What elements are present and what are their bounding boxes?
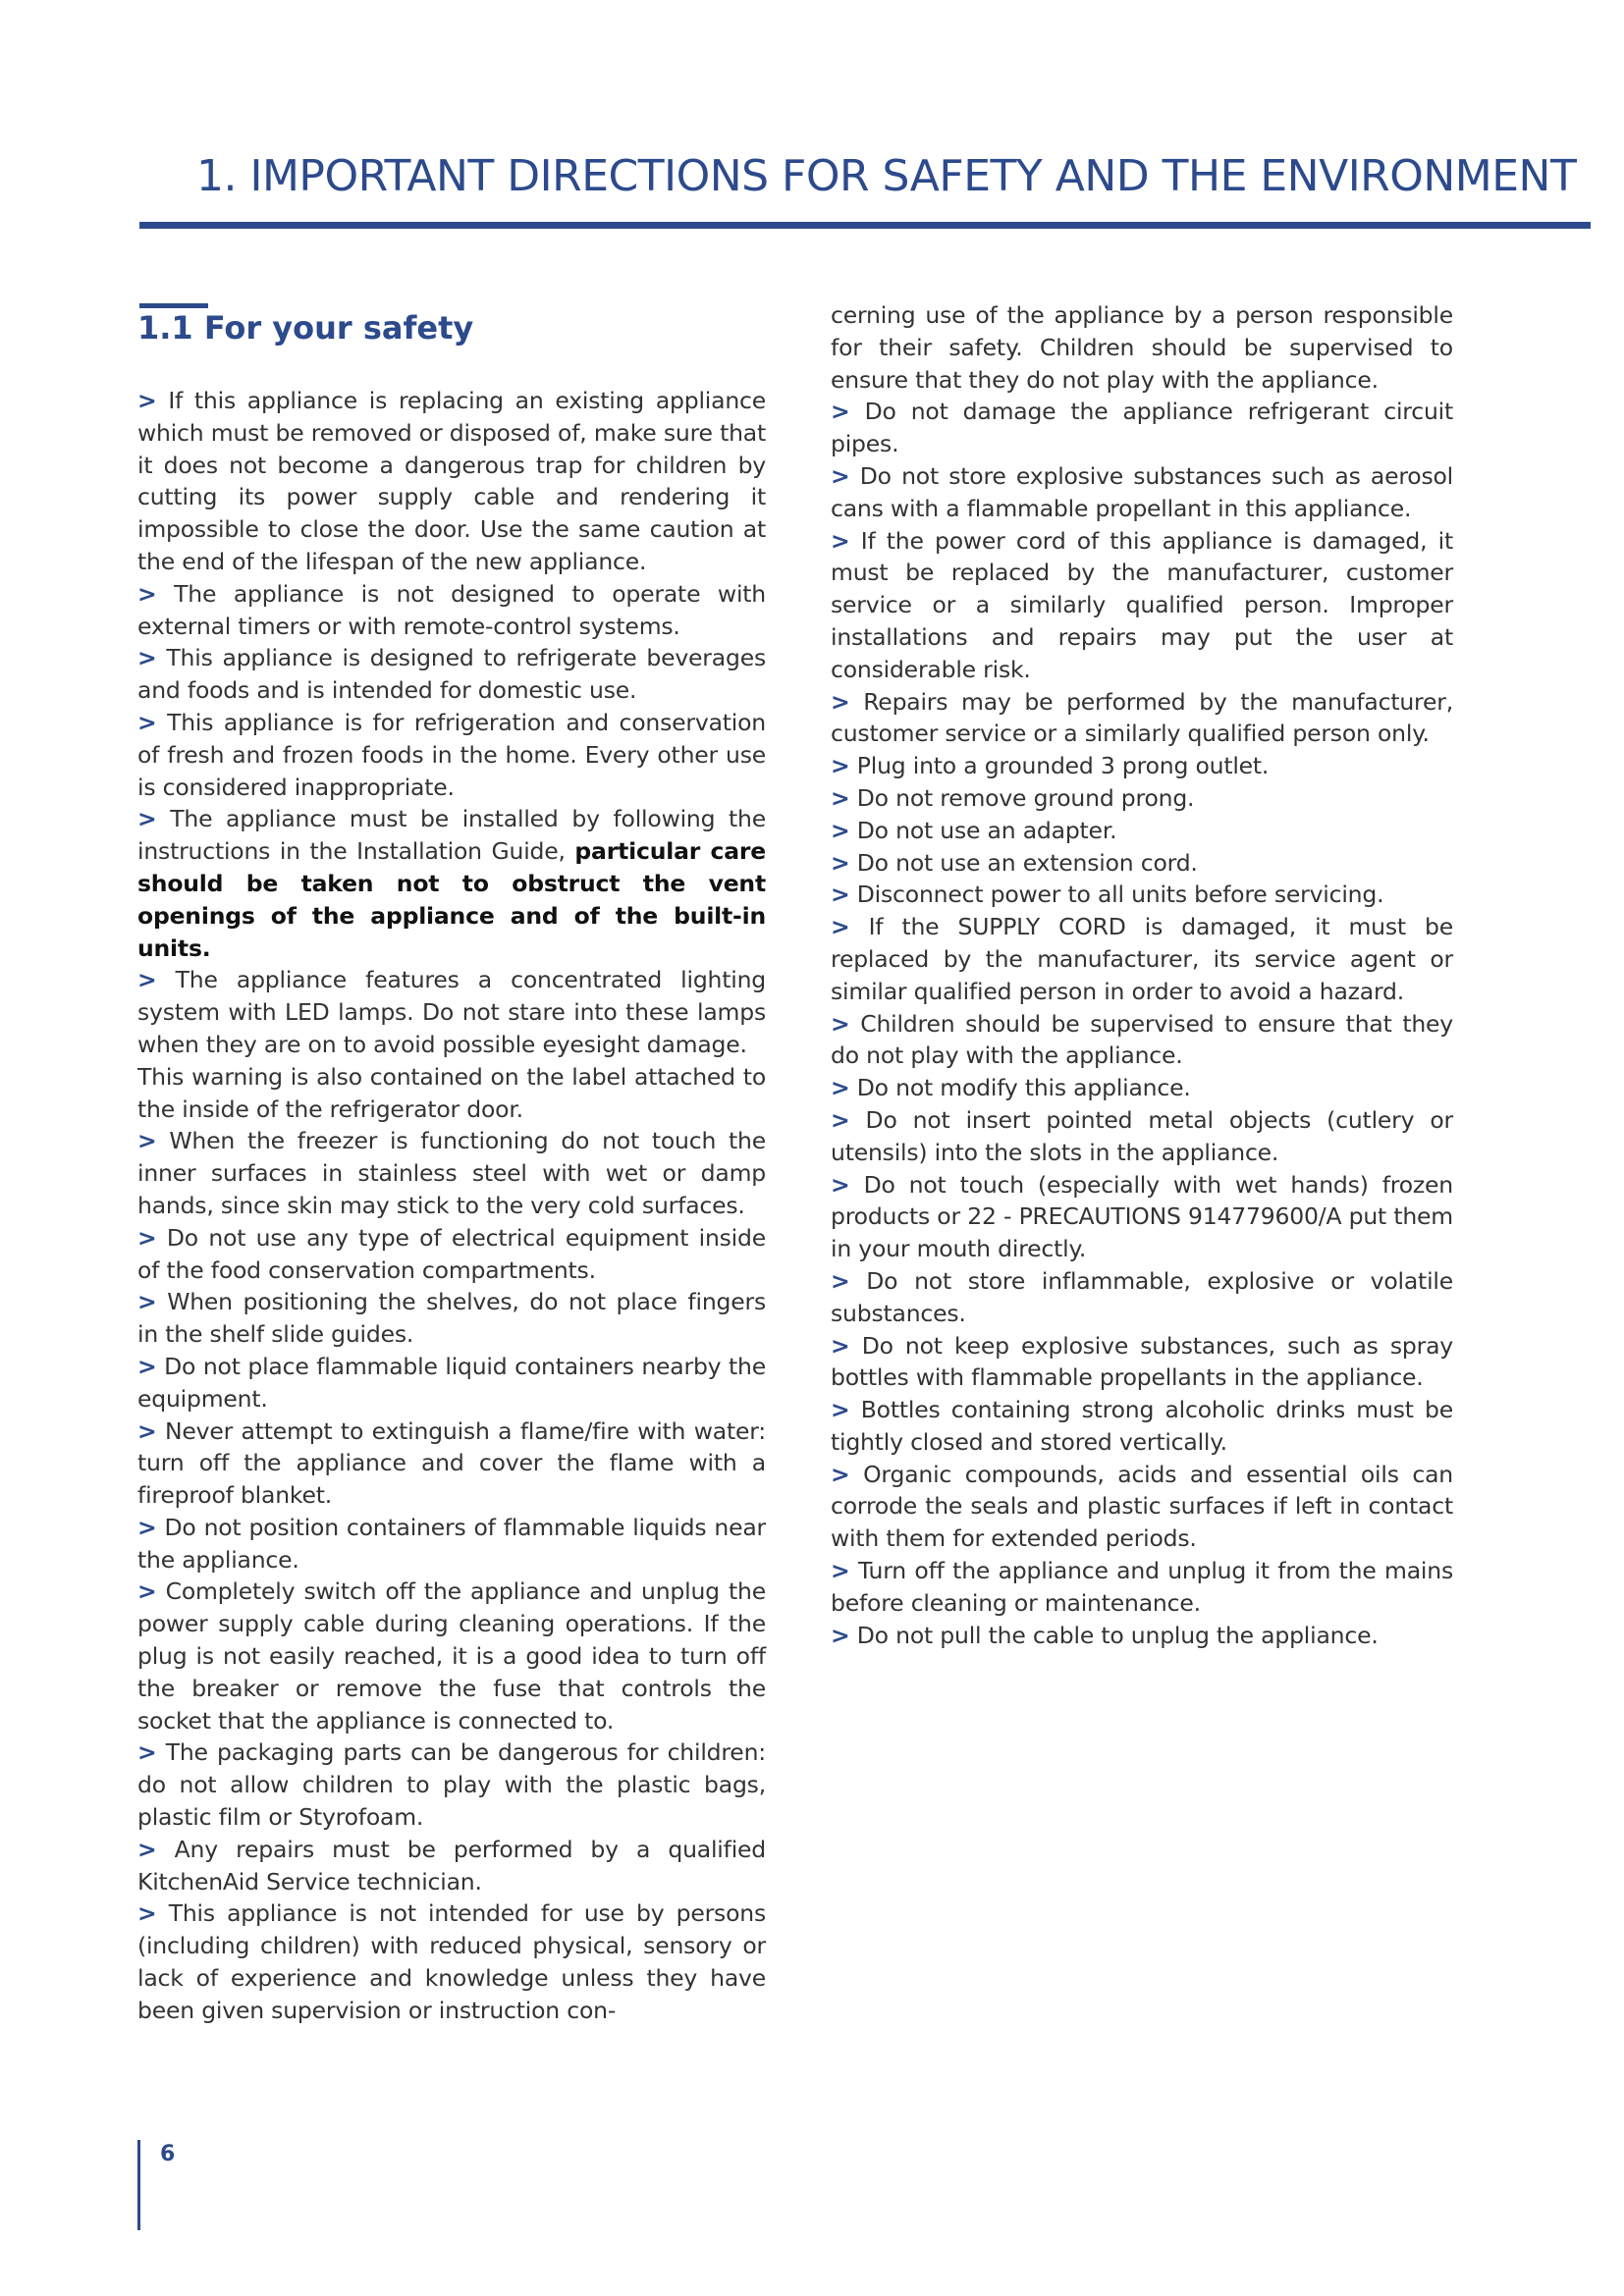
chapter-title: 1. IMPORTANT DIRECTIONS FOR SAFETY AND THE ENVIRONMENT — [196, 151, 1577, 201]
safety-item-text: This appliance is not intended for use by persons (including children) with reduced physical, sensory or lack of experience and knowledge unless they have been given supervision or instruction con- — [137, 1899, 766, 2024]
bullet-arrow-icon: > — [831, 752, 850, 780]
bullet-arrow-icon: > — [831, 1266, 850, 1295]
safety-item-text: If the SUPPLY CORD is damaged, it must be replaced by the manufacturer, its service agent or similar qualified person in order to avoid a hazard. — [831, 913, 1453, 1005]
bullet-arrow-icon: > — [831, 1170, 850, 1199]
bullet-arrow-icon: > — [831, 783, 850, 812]
safety-note: This warning is also contained on the label attached to the inside of the refrigerator door. — [137, 1062, 766, 1123]
safety-item-text: Do not position containers of flammable liquids near the appliance. — [137, 1513, 766, 1574]
safety-item — [831, 460, 1453, 525]
safety-item — [831, 1169, 1453, 1265]
safety-item — [831, 1265, 1453, 1330]
bullet-arrow-icon: > — [137, 1288, 157, 1316]
bullet-arrow-icon: > — [137, 966, 157, 994]
bullet-arrow-icon: > — [831, 461, 850, 490]
safety-item — [831, 1459, 1453, 1555]
bullet-arrow-icon: > — [137, 805, 157, 833]
bullet-arrow-icon: > — [137, 1899, 157, 1928]
safety-item-text: The appliance features a concentrated lighting system with LED lamps. Do not stare into these lamps when they are on to avoid possible eyesight damage. — [137, 966, 766, 1058]
bullet-arrow-icon: > — [831, 913, 850, 941]
bullet-arrow-icon: > — [137, 644, 157, 672]
safety-item — [831, 815, 1453, 847]
safety-item-text: Children should be supervised to ensure that they do not play with the appliance. — [831, 1009, 1453, 1070]
safety-item-continued: cerning use of the appliance by a person responsible for their safety. Children should be supervised to ensure that they do not play with the appliance. — [831, 301, 1453, 394]
safety-item — [137, 803, 766, 964]
safety-item-text: If the power cord of this appliance is damaged, it must be replaced by the manufacturer, customer service or a similarly qualified person. Improper installations and repairs may put the user at considerable risk. — [831, 526, 1453, 683]
title-underline — [139, 222, 1591, 229]
safety-item-text: The packaging parts can be dangerous for children: do not allow children to play with the plastic bags, plastic film or Styrofoam. — [137, 1738, 766, 1832]
safety-item-text: The appliance must be installed by following the instructions in the Installation Guide, — [137, 805, 766, 866]
safety-item-text: Any repairs must be performed by a qualified KitchenAid Service technician. — [137, 1835, 766, 1896]
safety-item — [137, 1222, 766, 1287]
safety-item-text: Do not keep explosive substances, such as spray bottles with flammable propellants in the appliance. — [831, 1331, 1453, 1392]
safety-item-text: Organic compounds, acids and essential oils can corrode the seals and plastic surfaces if left in contact with them for extended periods. — [831, 1460, 1453, 1553]
safety-item-text: Do not place flammable liquid containers nearby the equipment. — [137, 1352, 766, 1413]
bullet-arrow-icon: > — [137, 1416, 157, 1445]
safety-item — [831, 525, 1453, 686]
safety-item — [137, 1351, 766, 1415]
safety-item-text: This appliance is for refrigeration and conservation of fresh and frozen foods in the home. Every other use is considered inappropriate. — [137, 708, 766, 801]
bullet-arrow-icon: > — [137, 1513, 157, 1541]
bullet-arrow-icon: > — [831, 1331, 850, 1360]
safety-item — [831, 1330, 1453, 1395]
safety-item-text: Do not use an adapter. — [856, 816, 1117, 844]
safety-item-text: Completely switch off the appliance and unplug the power supply cable during cleaning operations. If the plug is not easily reached, it is a good idea to turn off the breaker or remove the fuse that controls the socket that the appliance is connected to. — [137, 1577, 766, 1735]
safety-item-text: Bottles containing strong alcoholic drinks must be tightly closed and stored vertically. — [831, 1396, 1453, 1456]
bullet-arrow-icon: > — [137, 1738, 157, 1767]
safety-item — [137, 1415, 766, 1512]
safety-item — [137, 1575, 766, 1736]
safety-item — [831, 1072, 1453, 1104]
safety-item-text: When the freezer is functioning do not touch the inner surfaces in stainless steel with wet or damp hands, since skin may stick to the very cold surfaces. — [137, 1127, 766, 1219]
footer-rule — [137, 2140, 140, 2230]
safety-item-text: When positioning the shelves, do not place fingers in the shelf slide guides. — [137, 1288, 766, 1349]
safety-item-text: Do not store inflammable, explosive or volatile substances. — [831, 1266, 1453, 1327]
safety-item-text: Turn off the appliance and unplug it from the mains before cleaning or maintenance. — [831, 1557, 1453, 1617]
bullet-arrow-icon: > — [831, 816, 850, 844]
safety-item — [137, 642, 766, 707]
safety-item — [831, 1394, 1453, 1459]
safety-item-text: The appliance is not designed to operate with external timers or with remote-control systems. — [137, 579, 766, 640]
bullet-arrow-icon: > — [831, 1460, 850, 1488]
safety-item-text: If this appliance is replacing an existing appliance which must be removed or disposed of, make sure that it does not become a dangerous trap for children by cutting its power supply cable and rendering it impossible to close the door. Use the same caution at the end of the lifespan of the new appliance. — [137, 387, 766, 575]
bullet-arrow-icon: > — [137, 387, 157, 414]
bullet-arrow-icon: > — [831, 1396, 850, 1424]
bullet-arrow-icon: > — [831, 881, 850, 909]
safety-item-text: Do not store explosive substances such as aerosol cans with a flammable propellant in this appliance. — [831, 461, 1453, 522]
bullet-arrow-icon: > — [137, 1352, 157, 1380]
bullet-arrow-icon: > — [831, 1009, 850, 1038]
safety-item — [831, 1620, 1453, 1652]
safety-item-text: Plug into a grounded 3 prong outlet. — [856, 752, 1270, 780]
bullet-arrow-icon: > — [831, 687, 850, 716]
safety-item — [831, 782, 1453, 815]
bullet-arrow-icon: > — [831, 398, 850, 426]
safety-item-text: Repairs may be performed by the manufacturer, customer service or a similarly qualified person only. — [831, 687, 1453, 748]
bullet-arrow-icon: > — [831, 848, 850, 877]
safety-item-emphasis: particular care should be taken not to obstruct the vent openings of the appliance and of the built-in units. — [137, 837, 767, 962]
left-column — [137, 385, 766, 2027]
safety-item-text: Do not remove ground prong. — [856, 783, 1195, 812]
bullet-arrow-icon: > — [137, 1223, 157, 1252]
safety-item — [137, 707, 766, 803]
safety-item — [831, 686, 1453, 751]
safety-item — [137, 1897, 766, 2026]
safety-item — [831, 1555, 1453, 1620]
safety-item-text: Do not modify this appliance. — [856, 1074, 1191, 1102]
safety-item — [831, 1008, 1453, 1073]
safety-item — [831, 911, 1453, 1007]
bullet-arrow-icon: > — [137, 579, 157, 608]
safety-item-text: Never attempt to extinguish a flame/fire with water: turn off the appliance and cover the flame with a fireproof blanket. — [137, 1416, 766, 1510]
safety-item — [137, 1125, 766, 1221]
safety-item-text: Do not touch (especially with wet hands) frozen products or 22 - PRECAUTIONS 914779600/A put them in your mouth directly. — [831, 1170, 1453, 1263]
bullet-arrow-icon: > — [831, 1074, 850, 1102]
bullet-arrow-icon: > — [831, 1105, 850, 1134]
safety-item — [137, 1736, 766, 1833]
bullet-arrow-icon: > — [831, 1557, 850, 1585]
safety-item — [831, 750, 1453, 782]
bullet-arrow-icon: > — [137, 708, 157, 736]
safety-item — [831, 847, 1453, 880]
safety-item — [137, 964, 766, 1060]
safety-item-text: Do not insert pointed metal objects (cutlery or utensils) into the slots in the appliance. — [831, 1105, 1453, 1166]
right-column — [831, 299, 1453, 1651]
safety-item — [137, 1286, 766, 1351]
safety-item-text: This appliance is designed to refrigerate beverages and foods and is intended for domestic use. — [137, 644, 766, 705]
page-number: 6 — [160, 2142, 176, 2166]
safety-item — [137, 578, 766, 643]
bullet-arrow-icon: > — [137, 1577, 157, 1606]
bullet-arrow-icon: > — [831, 1621, 850, 1649]
safety-item — [137, 1512, 766, 1576]
safety-item — [137, 1834, 766, 1898]
safety-item — [831, 1104, 1453, 1169]
safety-item-text: Do not pull the cable to unplug the appliance. — [856, 1621, 1379, 1649]
section-title: 1.1 For your safety — [137, 309, 474, 347]
safety-item — [831, 396, 1453, 460]
bullet-arrow-icon: > — [137, 1835, 157, 1863]
safety-item-text: Disconnect power to all units before servicing. — [856, 881, 1384, 909]
safety-item-text: Do not use any type of electrical equipment inside of the food conservation compartments. — [137, 1223, 766, 1284]
bullet-arrow-icon: > — [831, 526, 850, 555]
safety-item — [137, 385, 766, 578]
safety-item — [831, 879, 1453, 911]
bullet-arrow-icon: > — [137, 1127, 157, 1155]
safety-item-text: Do not damage the appliance refrigerant circuit pipes. — [831, 398, 1453, 458]
safety-item-text: Do not use an extension cord. — [856, 848, 1198, 877]
